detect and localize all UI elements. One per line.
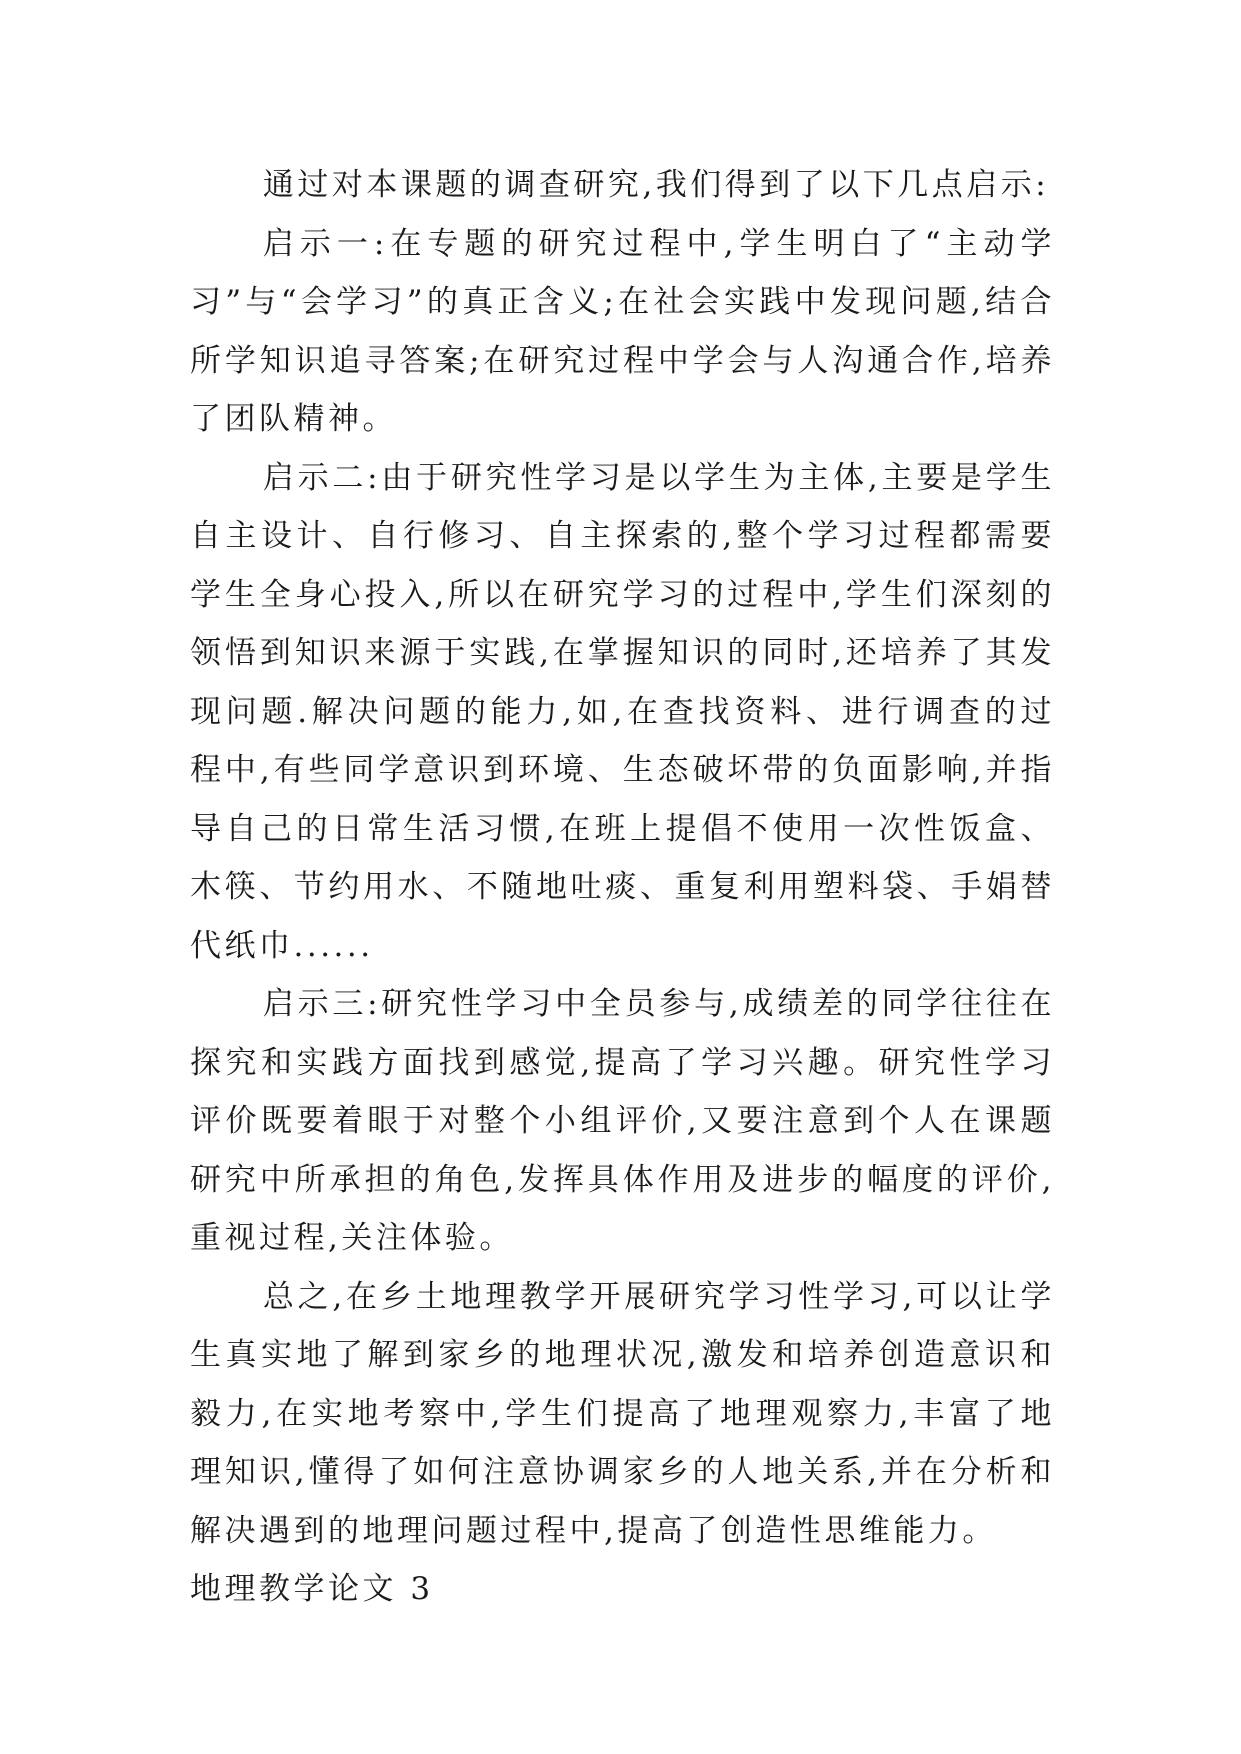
paragraph-intro: 通过对本课题的调查研究,我们得到了以下几点启示: bbox=[262, 167, 1050, 203]
document-body bbox=[190, 156, 1055, 1619]
paragraph-conclusion: 总之,在乡土地理教学开展研究学习性学习,可以让学生真实地了解到家乡的地理状况,激发和培养创造意识和毅力,在实地考察中,学生们提高了地理观察力,丰富了地理知识,懂得了如何注意协调家乡的人地关系,并在分析和解决遇到的地理问题过程中,提高了创造性思维能力。 bbox=[190, 1278, 1055, 1549]
paragraph-insight-three: 启示三:研究性学习中全员参与,成绩差的同学往往在探究和实践方面找到感觉,提高了学习兴趣。研究性学习评价既要着眼于对整个小组评价,又要注意到个人在课题研究中所承担的角色,发挥具体作用及进步的幅度的评价,重视过程,关注体验。 bbox=[190, 986, 1055, 1256]
paragraph-insight-one: 启示一:在专题的研究过程中,学生明白了“主动学习”与“会学习”的真正含义;在社会实践中发现问题,结合所学知识追寻答案;在研究过程中学会与人沟通合作,培养了团队精神。 bbox=[190, 225, 1055, 437]
section-heading: 地理教学论文 3 bbox=[190, 1571, 434, 1607]
paragraph-insight-two: 启示二:由于研究性学习是以学生为主体,主要是学生自主设计、自行修习、自主探索的,整个学习过程都需要学生全身心投入,所以在研究学习的过程中,学生们深刻的领悟到知识来源于实践,在掌握知识的同时,还培养了其发现问题.解决问题的能力,如,在查找资料、进行调查的过程中,有些同学意识到环境、生态破坏带的负面影响,并指导自己的日常生活习惯,在班上提倡不使用一次性饭盒、木筷、节约用水、不随地吐痰、重复利用塑料袋、手娟替代纸巾...... bbox=[190, 459, 1055, 964]
